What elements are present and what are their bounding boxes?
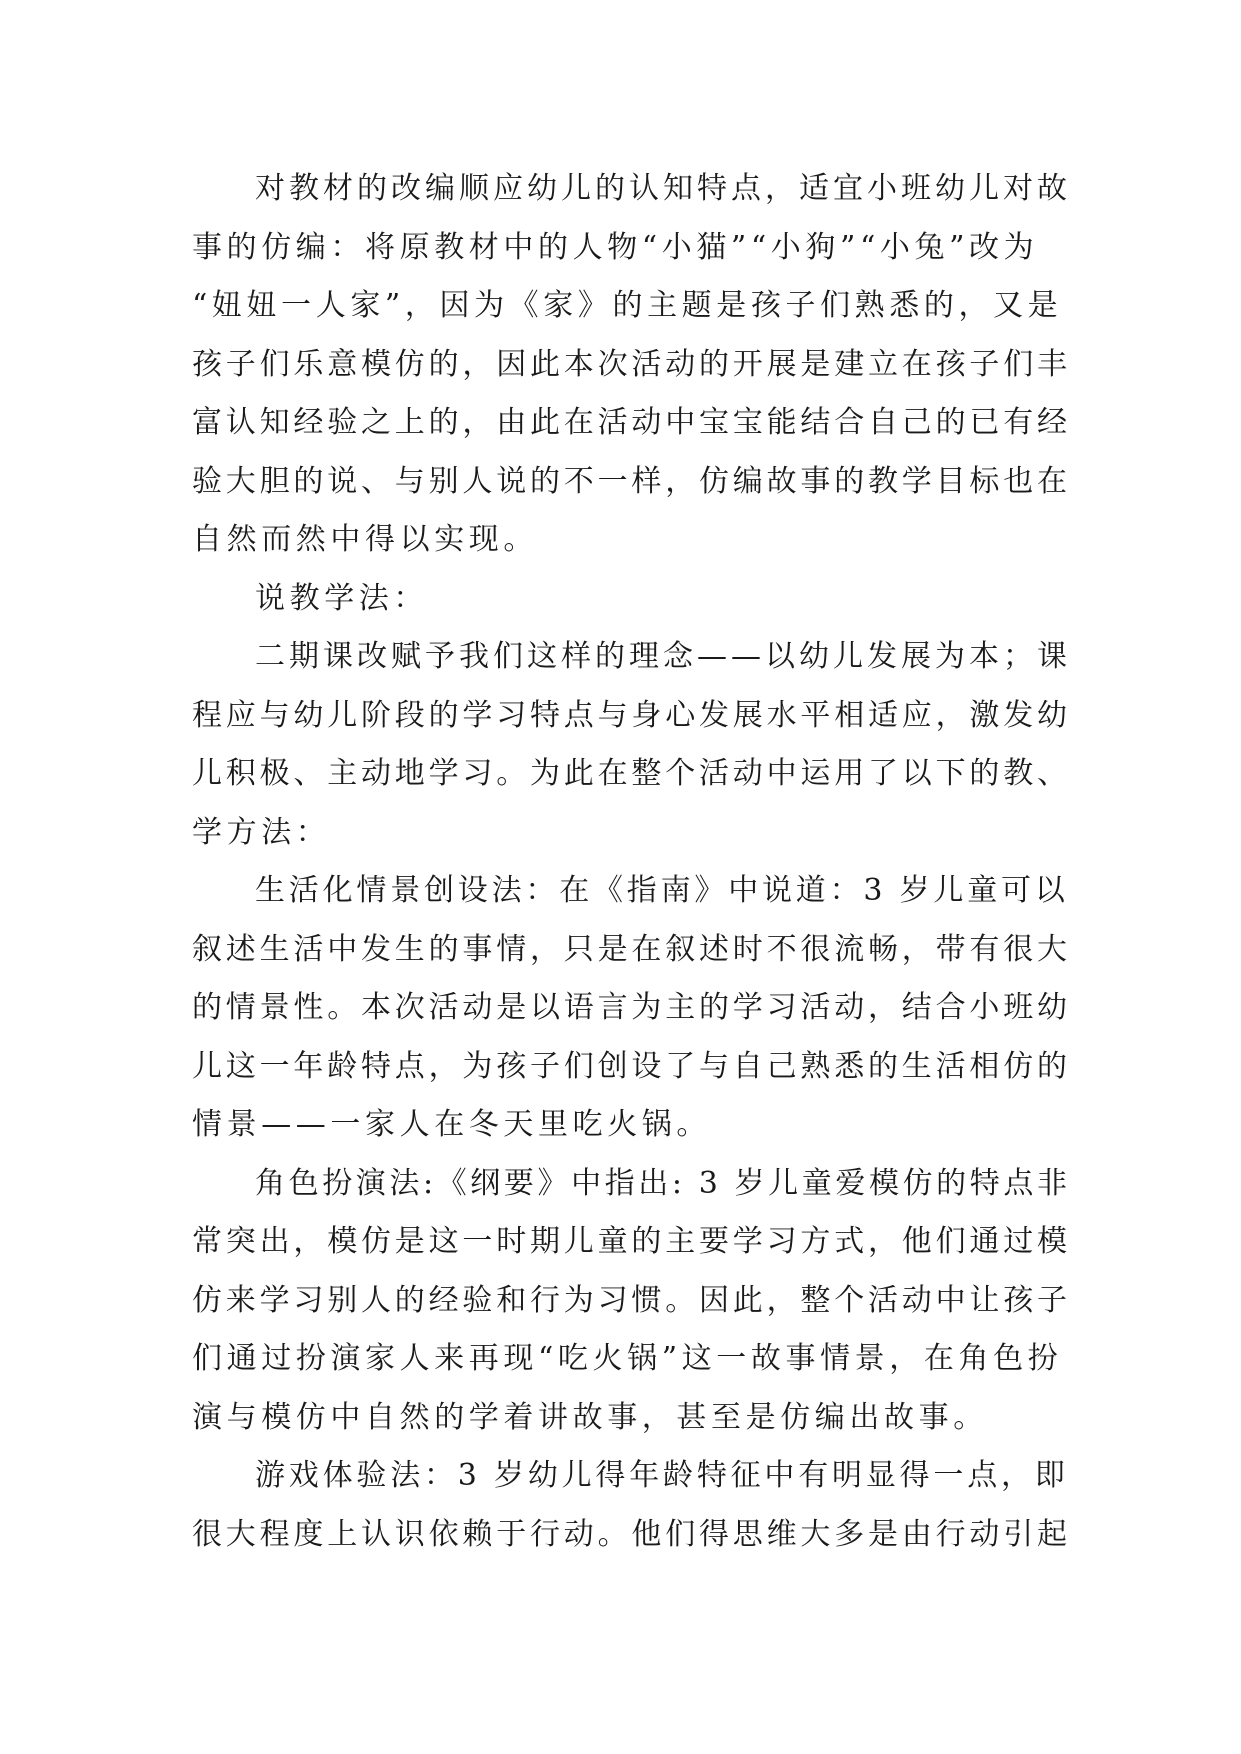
paragraph-line: 很大程度上认识依赖于行动。他们得思维大多是由行动引起 [192,1516,1071,1552]
paragraph-line: 验大胆的说、与别人说的不一样，仿编故事的教学目标也在 [192,463,1071,499]
paragraph-line: 程应与幼儿阶段的学习特点与身心发展水平相适应，激发幼 [192,697,1071,733]
paragraph-line: 自然而然中得以实现。 [192,522,538,557]
paragraph-line: 事的仿编：将原教材中的人物“小猫”“小狗”“小兔”改为 [192,229,1039,265]
paragraph-line: 儿这一年龄特点，为孩子们创设了与自己熟悉的生活相仿的 [192,1048,1071,1084]
paragraph-first-line: 角色扮演法:《纲要》中指出: 3 岁儿童爱模仿的特点非 [255,1165,1071,1201]
paragraph-line: 的情景性。本次活动是以语言为主的学习活动，结合小班幼 [192,990,1071,1025]
paragraph-first-line: 游戏体验法：3 岁幼儿得年龄特征中有明显得一点，即 [255,1458,1069,1493]
paragraph-line: 演与模仿中自然的学着讲故事，甚至是仿编出故事。 [192,1399,988,1435]
paragraph-line: 富认知经验之上的，由此在活动中宝宝能结合自己的已有经 [192,405,1071,440]
paragraph-line: 常突出，模仿是这一时期儿童的主要学习方式，他们通过模 [192,1224,1071,1259]
paragraph-line: 叙述生活中发生的事情，只是在叙述时不很流畅，带有很大 [192,931,1071,967]
paragraph-line: “妞妞一人家”，因为《家》的主题是孩子们熟悉的，又是 [192,288,1063,323]
paragraph-line: 学方法： [192,814,331,850]
document-body [192,160,1072,1564]
paragraph-line: 仿来学习别人的经验和行为习惯。因此，整个活动中让孩子 [192,1282,1071,1318]
paragraph-line: 们通过扮演家人来再现“吃火锅”这一故事情景，在角色扮 [192,1341,1063,1376]
paragraph-first-line: 二期课改赋予我们这样的理念——以幼儿发展为本；课 [255,639,1071,674]
paragraph-line: 情景——一家人在冬天里吃火锅。 [192,1107,711,1142]
paragraph-first-line: 对教材的改编顺应幼儿的认知特点，适宜小班幼儿对故 [255,171,1071,206]
paragraph-first-line: 生活化情景创设法：在《指南》中说道：3 岁儿童可以 [255,873,1069,908]
paragraph-line: 孩子们乐意模仿的，因此本次活动的开展是建立在孩子们丰 [192,346,1071,382]
paragraph-line: 儿积极、主动地学习。为此在整个活动中运用了以下的教、 [192,756,1071,791]
paragraph-first-line: 说教学法： [255,580,428,616]
